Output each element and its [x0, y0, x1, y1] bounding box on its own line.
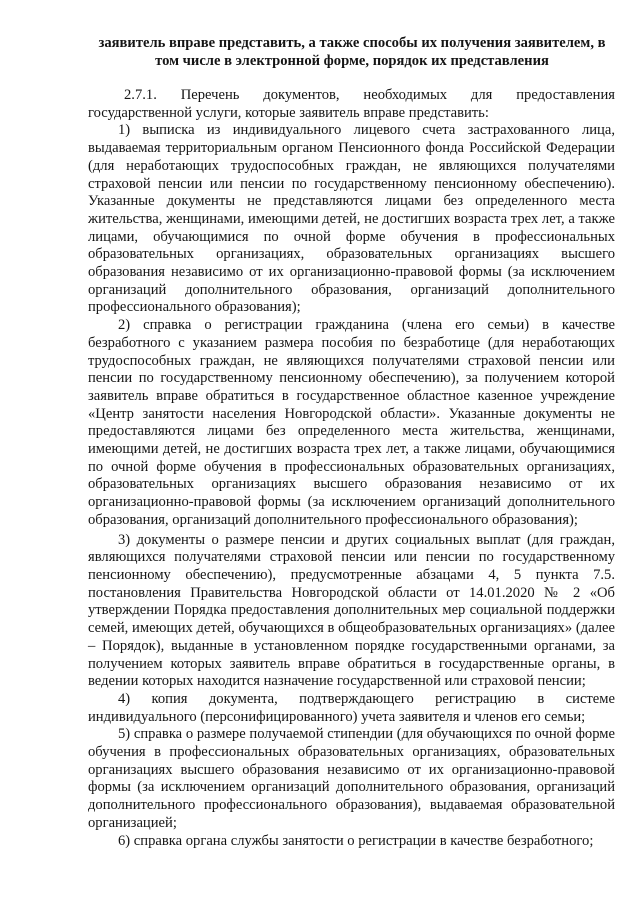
- list-item-4: 4) копия документа, подтверждающего регистрацию в системе индивидуального (персонифицированного) учета заявителя и членов его семьи;: [88, 690, 615, 725]
- list-item-6: 6) справка органа службы занятости о регистрации в качестве безработного;: [118, 832, 594, 849]
- list-item-2: 2) справка о регистрации гражданина (члена его семьи) в качестве безработного с указанием размера пособия по безработице (для неработающих трудоспособных граждан, не являющихся получателями страховой пенсии или пенсии по государственному пенсионному обеспечению), за получением которой заявитель вправе обратиться в государственное областное казенное учреждение «Центр занятости населения Новгородской области». Указанные документы не предоставляются лицами без определенного места жительства, женщинами, имеющими детей, не достигших возраста трех лет, а также лицами, обучающимися по очной форме обучения в профессиональных образовательных организациях, образовательных организациях высшего образования независимо от их организационно-правовой формы (за исключением организаций дополнительного образования, организаций дополнительного профессионального образования);: [88, 317, 615, 528]
- section-heading: заявитель вправе представить, а также способы их получения заявителем, в том числе в электронной форме, порядок их представления: [98, 35, 606, 69]
- paragraph-2-7-1: 2.7.1. Перечень документов, необходимых для предоставления государственной услуги, которые заявитель вправе представить:: [88, 87, 615, 121]
- document-body: [88, 87, 615, 850]
- list-item-5: 5) справка о размере получаемой стипендии (для обучающихся по очной форме обучения в профессиональных образовательных организациях, образовательных организациях высшего образования независимо от их организационно-правовой формы (за исключением организаций дополнительного образования, организаций дополнительного профессионального образования), выдаваемая образовательной организацией;: [88, 726, 615, 831]
- list-item-3: 3) документы о размере пенсии и других социальных выплат (для граждан, являющихся получателями страховой пенсии или пенсии по государственному пенсионному обеспечению), предусмотренные абзацами 4, 5 пункта 7.5. постановления Правительства Новгородской области от 14.01.2020 № 2 «Об утверждении Порядка предоставления дополнительных мер социальной поддержки семей, имеющих детей, обучающихся в общеобразовательных организациях» (далее – Порядок), выданные в установленном порядке государственными органами, за получением которых заявитель вправе обратиться в государственные органы, в ведении которых находится назначение государственной или страховой пенсии;: [88, 531, 615, 690]
- list-item-1: 1) выписка из индивидуального лицевого счета застрахованного лица, выдаваемая территориальным органом Пенсионного фонда Российской Федерации (для неработающих трудоспособных граждан, не являющихся получателями страховой пенсии или пенсии по государственному пенсионному обеспечению). Указанные документы не представляются лицами без определенного места жительства, женщинами, имеющими детей, не достигших возраста трех лет, а также лицами, обучающимися по очной форме обучения в профессиональных образовательных организациях, образовательных организациях высшего образования независимо от их организационно-правовой формы (за исключением организаций дополнительного образования, организаций дополнительного профессионального образования);: [88, 122, 615, 316]
